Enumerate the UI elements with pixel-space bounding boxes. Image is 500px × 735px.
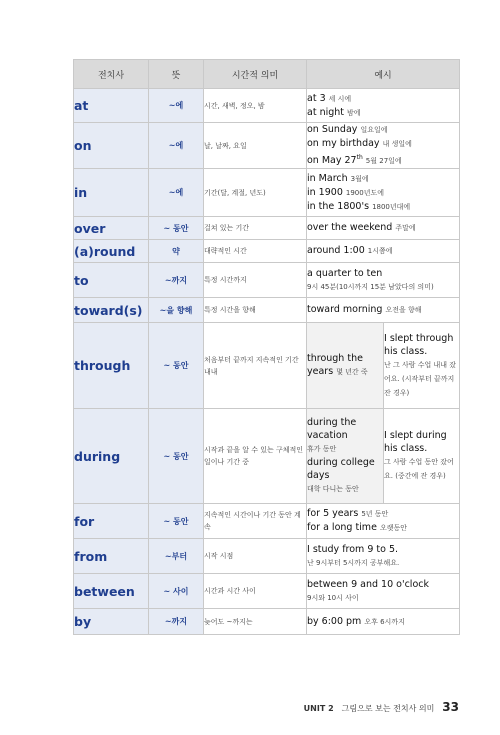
example-cell: over the weekend 주말에 [307,217,460,240]
example-cell: I study from 9 to 5. 난 9시부터 5시까지 공부해요. [307,539,460,574]
header-meaning: 뜻 [149,60,204,89]
chapter-title: 그림으로 보는 전치사 의미 [341,704,435,713]
prep-cell: on [74,123,149,169]
table-row [74,323,460,409]
meaning-cell: ~에 [149,89,204,123]
table-row [74,240,460,263]
example-cell: during the vacation 휴가 동안 during college days 대학 다니는 동안 [307,409,384,504]
table-row [74,169,460,217]
time-cell: 기간(달, 계절, 년도) [204,169,307,217]
meaning-cell: 약 [149,240,204,263]
example-cell: for 5 years 5년 동안 for a long time 오랫동안 [307,504,460,539]
time-cell: 시작과 끝을 알 수 있는 구체적인 일이나 기간 중 [204,409,307,504]
time-cell: 특정 시간을 향해 [204,298,307,323]
time-cell: 지속적인 시간이나 기간 동안 계속 [204,504,307,539]
time-cell: 늦어도 ~까지는 [204,609,307,635]
header-preposition: 전치사 [74,60,149,89]
example-cell: on Sunday 일요일에 on my birthday 내 생일에 on May 27th 5월 27일에 [307,123,460,169]
table-row [74,263,460,298]
example-cell: between 9 and 10 o'clock 9시와 10시 사이 [307,574,460,609]
prep-cell: through [74,323,149,409]
prep-cell: to [74,263,149,298]
table-row [74,574,460,609]
meaning-cell: ~ 동안 [149,409,204,504]
preposition-table [73,59,460,635]
meaning-cell: ~ 동안 [149,323,204,409]
meaning-cell: ~에 [149,169,204,217]
prep-cell: over [74,217,149,240]
example-cell: a quarter to ten 9시 45분(10시까지 15분 남았다의 의미) [307,263,460,298]
time-cell: 대략적인 시간 [204,240,307,263]
table-row [74,504,460,539]
meaning-cell: ~에 [149,123,204,169]
meaning-cell: ~을 향해 [149,298,204,323]
prep-cell: at [74,89,149,123]
table-row [74,298,460,323]
example-cell: around 1:00 1시쯤에 [307,240,460,263]
prep-cell: from [74,539,149,574]
page-footer [304,700,459,714]
table-row [74,123,460,169]
header-row [74,60,460,89]
example-cell: through the years 몇 년간 죽 [307,323,384,409]
time-cell: 시간, 새벽, 정오, 밤 [204,89,307,123]
time-cell: 처음부터 끝까지 지속적인 기간 내내 [204,323,307,409]
prep-cell: during [74,409,149,504]
table-row [74,609,460,635]
meaning-cell: ~부터 [149,539,204,574]
prep-cell: in [74,169,149,217]
meaning-cell: ~ 동안 [149,504,204,539]
unit-label: UNIT 2 [303,704,334,713]
meaning-cell: ~ 동안 [149,217,204,240]
example-cell: toward morning 오전을 향해 [307,298,460,323]
time-cell: 걸쳐 있는 기간 [204,217,307,240]
table-row [74,409,460,504]
time-cell: 특정 시간까지 [204,263,307,298]
table-row [74,539,460,574]
header-time-meaning: 시간적 의미 [204,60,307,89]
example-cell: by 6:00 pm 오후 6시까지 [307,609,460,635]
prep-cell: (a)round [74,240,149,263]
prep-cell: between [74,574,149,609]
meaning-cell: ~까지 [149,609,204,635]
table-row [74,217,460,240]
prep-cell: by [74,609,149,635]
table-row [74,89,460,123]
time-cell: 시작 시점 [204,539,307,574]
time-cell: 시간과 시간 사이 [204,574,307,609]
example-right-cell: I slept through his class. 난 그 사람 수업 내내 잤어요. (시작부터 끝까지 잔 경우) [384,323,460,409]
meaning-cell: ~ 사이 [149,574,204,609]
prep-cell: for [74,504,149,539]
time-cell: 날, 날짜, 요일 [204,123,307,169]
example-right-cell: I slept during his class. 그 사람 수업 동안 잤어요. (중간에 잔 경우) [384,409,460,504]
header-example: 예시 [307,60,460,89]
page-number: 33 [442,700,459,714]
prep-cell: toward(s) [74,298,149,323]
meaning-cell: ~까지 [149,263,204,298]
example-cell: in March 3월에 in 1900 1900년도에 in the 1800's 1800년대에 [307,169,460,217]
example-cell: at 3 세 시에 at night 밤에 [307,89,460,123]
